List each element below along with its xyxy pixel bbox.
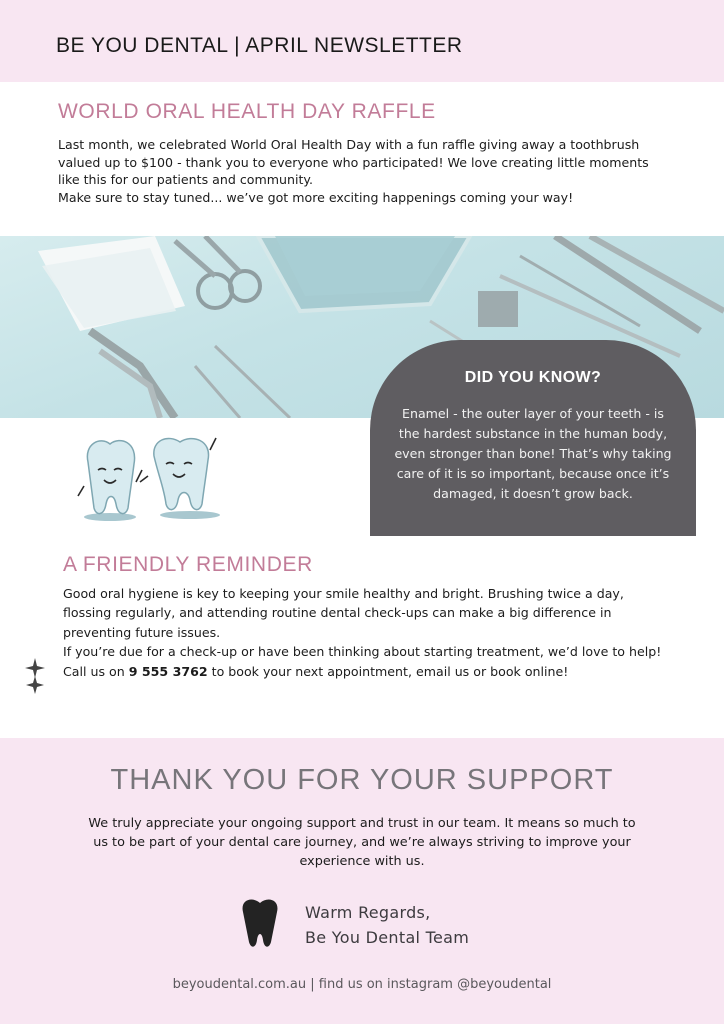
regards-line-2: Be You Dental Team (305, 928, 470, 947)
raffle-text (58, 136, 658, 206)
did-you-know-heading: DID YOU KNOW? (464, 369, 602, 386)
reminder-text (63, 584, 675, 681)
newsletter-title: BE YOU DENTAL | APRIL NEWSLETTER (56, 34, 463, 57)
thanks-text: We truly appreciate your ongoing support and trust in our team. It means so much to us to be part of your dental care journey, and we’re always striving to improve your experience with us. (88, 816, 636, 870)
did-you-know-text: Enamel - the outer layer of your teeth - is the hardest substance in the human body, even stronger than bone! That’s why taking care of it is so important, because once it’s damaged, it doesn’t grow back. (394, 406, 672, 501)
tooth-logo-icon (240, 898, 280, 948)
raffle-paragraph-1: Last month, we celebrated World Oral Health Day with a fun raffle giving away a toothbrush valued up to $100 - thank you to everyone who participated! We love creating little moments like this for our patients and community. (58, 137, 649, 187)
regards-signature (305, 900, 469, 950)
raffle-heading: WORLD ORAL HEALTH DAY RAFFLE (58, 100, 436, 123)
call-prefix: Call us on (63, 663, 129, 679)
reminder-heading: A FRIENDLY REMINDER (63, 553, 313, 576)
regards-line-1: Warm Regards, (305, 903, 431, 922)
raffle-paragraph-2: Make sure to stay tuned... we’ve got more exciting happenings coming your way! (58, 189, 574, 205)
contact-line[interactable]: beyoudental.com.au | find us on instagram @beyoudental (172, 977, 552, 992)
thanks-heading: THANK YOU FOR YOUR SUPPORT (110, 764, 614, 796)
reminder-call-line (63, 662, 675, 681)
call-suffix: to book your next appointment, email us or book online! (207, 663, 569, 679)
phone-number[interactable]: 9 555 3762 (128, 663, 208, 679)
sparkle-icon (24, 656, 46, 696)
reminder-paragraph-1: Good oral hygiene is key to keeping your smile healthy and bright. Brushing twice a day, flossing regularly, and attending routine dental check-ups can make a big difference in preventing future issues. (63, 586, 624, 640)
did-you-know-callout (370, 340, 696, 536)
reminder-paragraph-2: If you’re due for a check-up or have been thinking about starting treatment, we’d love to help! (63, 644, 662, 660)
newsletter-header (0, 0, 724, 82)
happy-teeth-illustration (70, 430, 230, 528)
footer-band (0, 738, 724, 1024)
